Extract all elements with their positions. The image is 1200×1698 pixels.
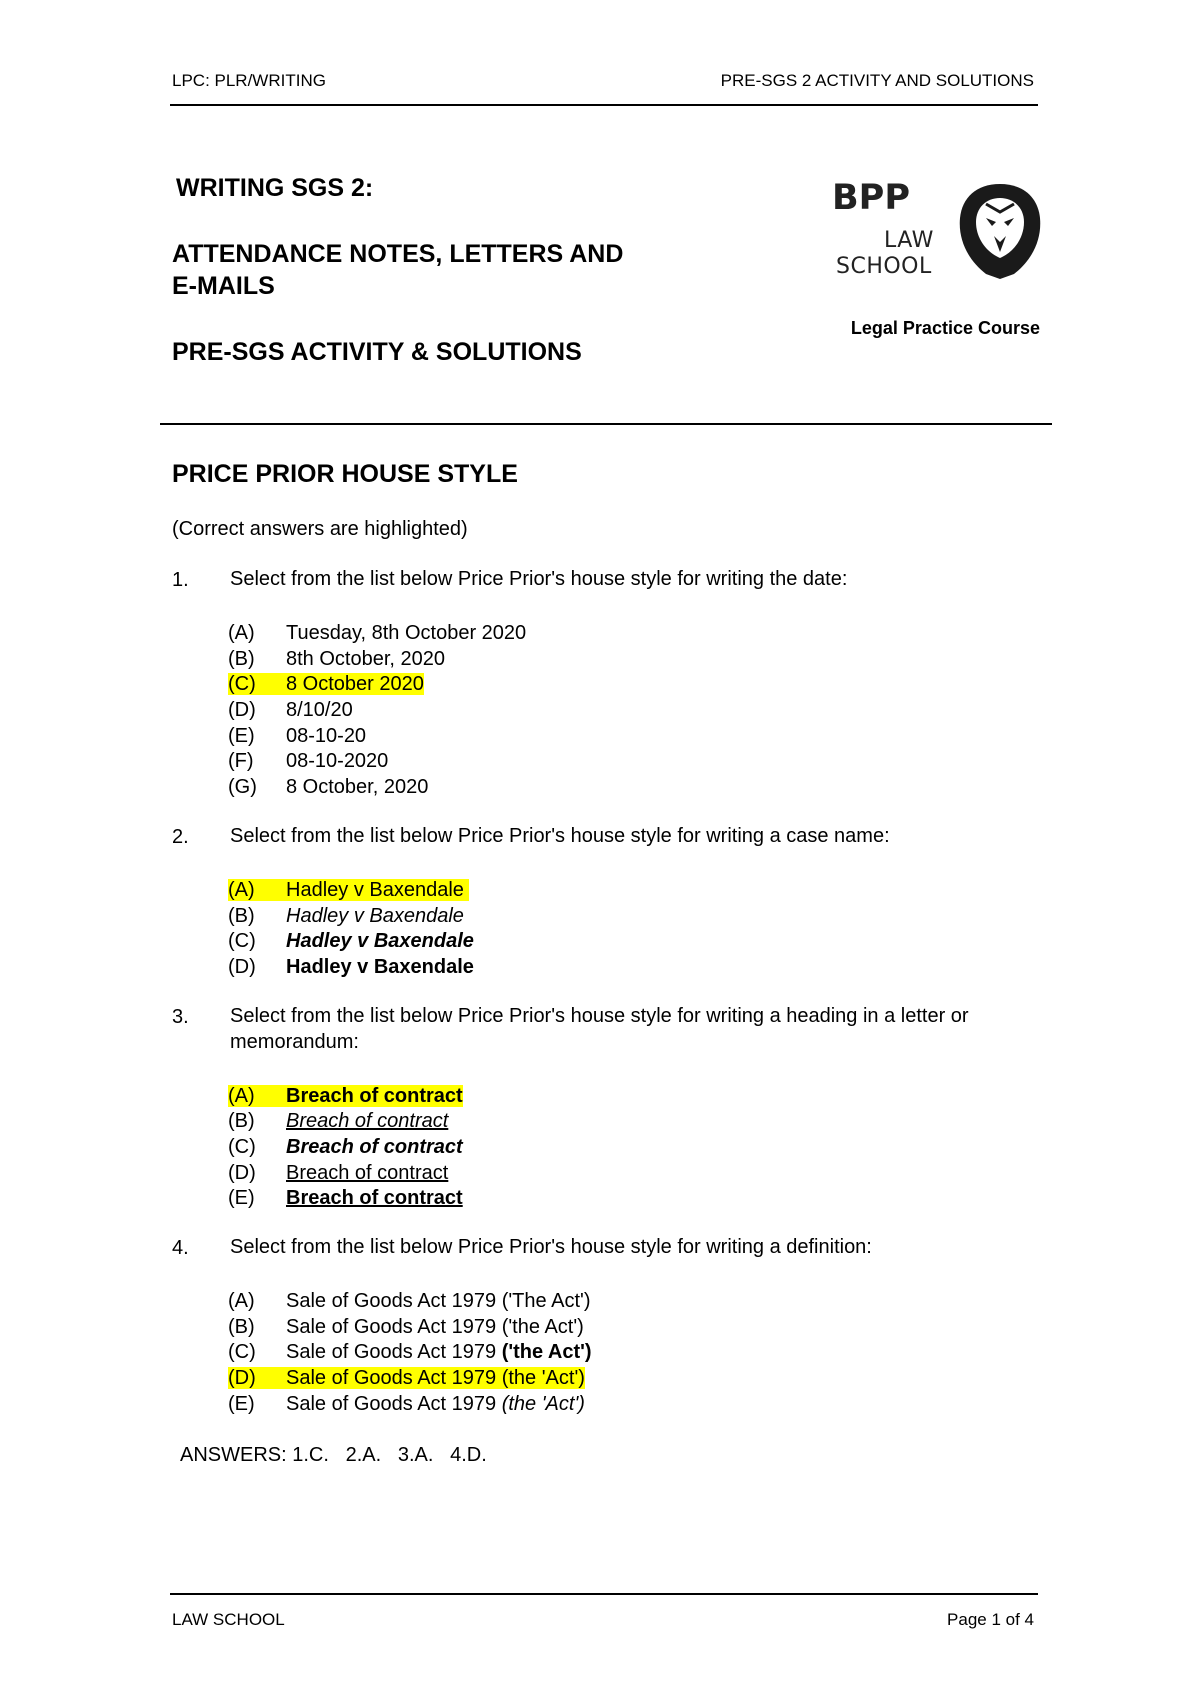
q2-option-b: (B) Hadley v Baxendale xyxy=(228,905,464,927)
q3-option-d: (D) Breach of contract xyxy=(228,1162,449,1184)
q1-option-g: (G) 8 October, 2020 xyxy=(228,776,429,798)
q1-option-b: (B) 8th October, 2020 xyxy=(228,648,446,670)
q1-option-d: (D) 8/10/20 xyxy=(228,699,353,721)
q3-option-e: (E) Breach of contract xyxy=(228,1187,463,1209)
q4-option-e: (E) Sale of Goods Act 1979 (the 'Act') xyxy=(228,1393,585,1415)
header-left: LPC: PLR/WRITING xyxy=(172,71,326,90)
q4-option-c: (C) Sale of Goods Act 1979 ('the Act') xyxy=(228,1341,592,1363)
q1-option-c: (C) 8 October 2020 xyxy=(228,673,424,695)
q1-option-f: (F) 08-10-2020 xyxy=(228,750,389,772)
page-number: Page 1 of 4 xyxy=(947,1610,1034,1629)
q2-option-d: (D) Hadley v Baxendale xyxy=(228,956,474,978)
header-rule xyxy=(170,104,1038,106)
lion-head-icon xyxy=(956,182,1044,280)
footer-rule xyxy=(170,1593,1038,1595)
title-line-2: ATTENDANCE NOTES, LETTERS AND xyxy=(172,240,624,268)
question-2-text: Select from the list below Price Prior's house style for writing a case name: xyxy=(230,825,890,847)
title-line-3: E-MAILS xyxy=(172,272,275,300)
question-2-number: 2. xyxy=(172,826,189,848)
q3-option-a: (A) Breach of contract xyxy=(228,1085,463,1107)
question-3-number: 3. xyxy=(172,1006,189,1028)
q1-option-e: (E) 08-10-20 xyxy=(228,725,367,747)
answers-note: (Correct answers are highlighted) xyxy=(172,518,468,540)
question-1-text: Select from the list below Price Prior's house style for writing the date: xyxy=(230,568,848,590)
title-rule xyxy=(160,423,1052,425)
logo-bpp: BPP xyxy=(832,178,910,218)
question-1-number: 1. xyxy=(172,569,189,591)
q4-option-b: (B) Sale of Goods Act 1979 ('the Act') xyxy=(228,1316,584,1338)
q4-option-a: (A) Sale of Goods Act 1979 ('The Act') xyxy=(228,1290,591,1312)
title-line-1: WRITING SGS 2: xyxy=(176,174,374,202)
question-4-text: Select from the list below Price Prior's house style for writing a definition: xyxy=(230,1236,872,1258)
q4-option-d: (D) Sale of Goods Act 1979 (the 'Act') xyxy=(228,1367,585,1389)
q2-option-c: (C) Hadley v Baxendale xyxy=(228,930,474,952)
logo-caption: Legal Practice Course xyxy=(850,318,1040,338)
section-title: PRICE PRIOR HOUSE STYLE xyxy=(172,460,518,488)
q3-option-c: (C) Breach of contract xyxy=(228,1136,463,1158)
footer-left: LAW SCHOOL xyxy=(172,1610,285,1629)
header-right: PRE-SGS 2 ACTIVITY AND SOLUTIONS xyxy=(720,71,1034,90)
logo-law: LAW xyxy=(884,228,934,253)
q3-option-b: (B) Breach of contract xyxy=(228,1110,449,1132)
question-3-text: Select from the list below Price Prior's house style for writing a heading in a letter or memorandum: xyxy=(230,1005,969,1053)
q1-option-a: (A) Tuesday, 8th October 2020 xyxy=(228,622,527,644)
answers-line: ANSWERS: 1.C. 2.A. 3.A. 4.D. xyxy=(180,1444,487,1466)
question-4-number: 4. xyxy=(172,1237,189,1259)
logo-school: SCHOOL xyxy=(836,254,932,279)
bpp-logo xyxy=(832,178,1052,288)
q2-option-a: (A) Hadley v Baxendale xyxy=(228,877,469,903)
title-line-4: PRE-SGS ACTIVITY & SOLUTIONS xyxy=(172,338,582,366)
